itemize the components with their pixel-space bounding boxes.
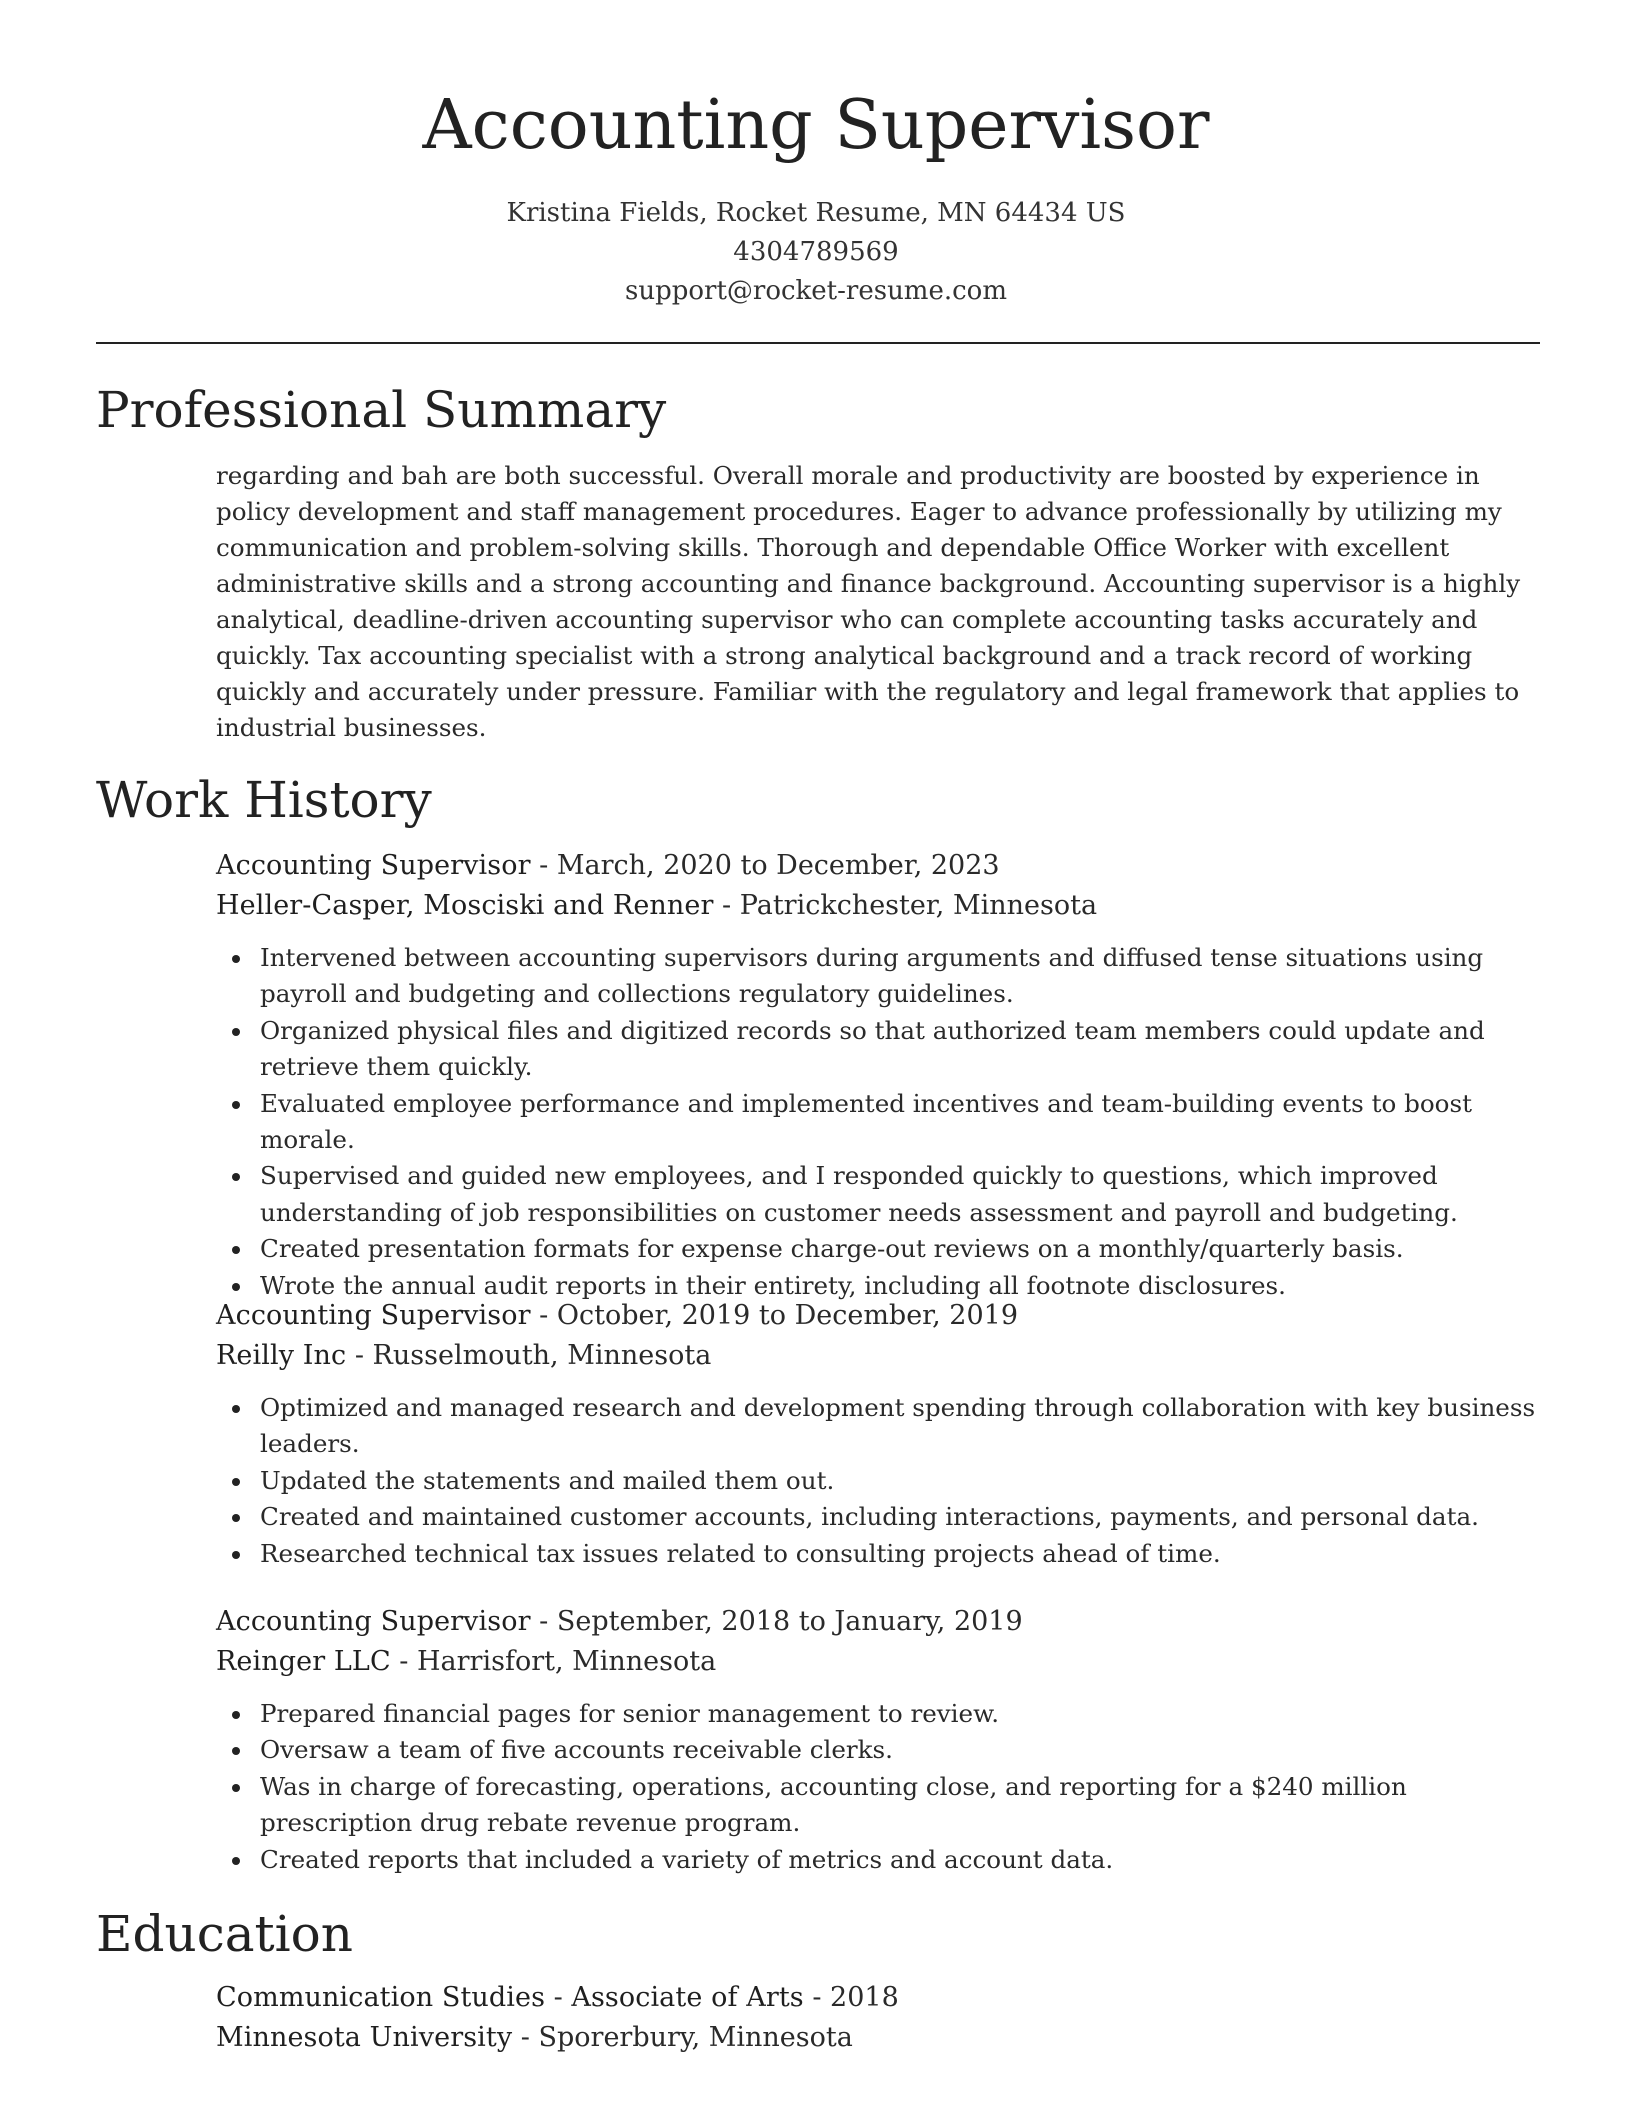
job-location: Harrisfort, Minnesota bbox=[417, 1646, 717, 1677]
job-location: Russelmouth, Minnesota bbox=[372, 1340, 712, 1371]
job-bullet: Wrote the annual audit reports in their entirety, including all footnote disclosures. bbox=[260, 1268, 1536, 1304]
job-title: Accounting Supervisor bbox=[216, 850, 531, 881]
job-dates: March, 2020 to December, 2023 bbox=[556, 850, 1000, 881]
job-entry bbox=[216, 846, 1536, 1304]
education-degree: Associate of Arts bbox=[571, 1982, 804, 2013]
education-school-line: Minnesota University - Sporerbury, Minnesota bbox=[216, 2022, 853, 2053]
job-bullet: Oversaw a team of five accounts receivable clerks. bbox=[260, 1732, 1536, 1768]
job-bullet: Created presentation formats for expense charge-out reviews on a monthly/quarterly basis. bbox=[260, 1231, 1536, 1267]
job-company: Reinger LLC bbox=[216, 1646, 391, 1677]
contact-email: support@rocket-resume.com bbox=[624, 276, 1007, 306]
job-bullet: Organized physical files and digitized records so that authorized team members could update and retrieve them quickly. bbox=[260, 1013, 1536, 1086]
job-title: Accounting Supervisor bbox=[216, 1300, 531, 1331]
job-entry bbox=[216, 1296, 1536, 1572]
education-location: Sporerbury, Minnesota bbox=[538, 2022, 853, 2053]
education-degree-line: Communication Studies - Associate of Arts - 2018 bbox=[216, 1982, 899, 2013]
job-company-line: Reinger LLC - Harrisfort, Minnesota bbox=[216, 1646, 717, 1677]
job-title-line: Accounting Supervisor - March, 2020 to December, 2023 bbox=[216, 850, 1000, 881]
header-divider bbox=[96, 342, 1540, 344]
job-title-line: Accounting Supervisor - September, 2018 to January, 2019 bbox=[216, 1606, 1023, 1637]
summary-section bbox=[216, 458, 1536, 746]
summary-heading: Professional Summary bbox=[96, 381, 667, 439]
job-bullet: Optimized and managed research and development spending through collaboration with key business leaders. bbox=[260, 1390, 1536, 1463]
education-heading: Education bbox=[96, 1905, 353, 1963]
job-bullets bbox=[216, 1390, 1536, 1572]
contact-address: Kristina Fields, Rocket Resume, MN 64434 US bbox=[506, 198, 1126, 228]
job-dates: October, 2019 to December, 2019 bbox=[556, 1300, 1018, 1331]
education-field: Communication Studies bbox=[216, 1982, 546, 2013]
job-bullet: Supervised and guided new employees, and I responded quickly to questions, which improved understanding of job responsibilities on customer needs assessment and payroll and budgeting. bbox=[260, 1158, 1536, 1231]
work-history-heading: Work History bbox=[96, 771, 432, 829]
job-company-line: Heller-Casper, Mosciski and Renner - Patrickchester, Minnesota bbox=[216, 890, 1098, 921]
job-bullets bbox=[216, 1696, 1536, 1878]
job-bullet: Evaluated employee performance and implemented incentives and team-building events to boost morale. bbox=[260, 1086, 1536, 1159]
job-bullet: Updated the statements and mailed them out. bbox=[260, 1463, 1536, 1499]
contact-info bbox=[0, 194, 1632, 311]
job-bullet: Created reports that included a variety of metrics and account data. bbox=[260, 1842, 1536, 1878]
job-title: Accounting Supervisor bbox=[216, 1606, 531, 1637]
job-company: Heller-Casper, Mosciski and Renner bbox=[216, 890, 714, 921]
education-entry bbox=[216, 1978, 1536, 2058]
job-bullet: Was in charge of forecasting, operations, accounting close, and reporting for a $240 million prescription drug rebate revenue program. bbox=[260, 1769, 1536, 1842]
job-bullet: Intervened between accounting supervisors during arguments and diffused tense situations using payroll and budgeting and collections regulatory guidelines. bbox=[260, 940, 1536, 1013]
job-company-line: Reilly Inc - Russelmouth, Minnesota bbox=[216, 1340, 712, 1371]
summary-text: regarding and bah are both successful. Overall morale and productivity are boosted by experience in policy development and staff management procedures. Eager to advance professionally by utilizing my communication and problem-solving skills. Thorough and dependable Office Worker with excellent administrative skills and a strong accounting and finance background. Accounting supervisor is a highly analytical, deadline-driven accounting supervisor who can complete accounting tasks accurately and quickly. Tax accounting specialist with a strong analytical background and a track record of working quickly and accurately under pressure. Familiar with the regulatory and legal framework that applies to industrial businesses. bbox=[216, 461, 1521, 742]
job-dates: September, 2018 to January, 2019 bbox=[556, 1606, 1023, 1637]
job-location: Patrickchester, Minnesota bbox=[739, 890, 1098, 921]
resume-title: Accounting Supervisor bbox=[422, 86, 1210, 165]
education-school: Minnesota University bbox=[216, 2022, 513, 2053]
education-year: 2018 bbox=[830, 1982, 899, 2013]
resume-header bbox=[0, 84, 1632, 311]
job-entry bbox=[216, 1602, 1536, 1878]
job-bullet: Prepared financial pages for senior management to review. bbox=[260, 1696, 1536, 1732]
job-bullet: Created and maintained customer accounts, including interactions, payments, and personal data. bbox=[260, 1499, 1536, 1535]
contact-phone: 4304789569 bbox=[733, 237, 899, 267]
job-company: Reilly Inc bbox=[216, 1340, 347, 1371]
job-title-line: Accounting Supervisor - October, 2019 to December, 2019 bbox=[216, 1300, 1018, 1331]
job-bullets bbox=[216, 940, 1536, 1304]
job-bullet: Researched technical tax issues related to consulting projects ahead of time. bbox=[260, 1536, 1536, 1572]
